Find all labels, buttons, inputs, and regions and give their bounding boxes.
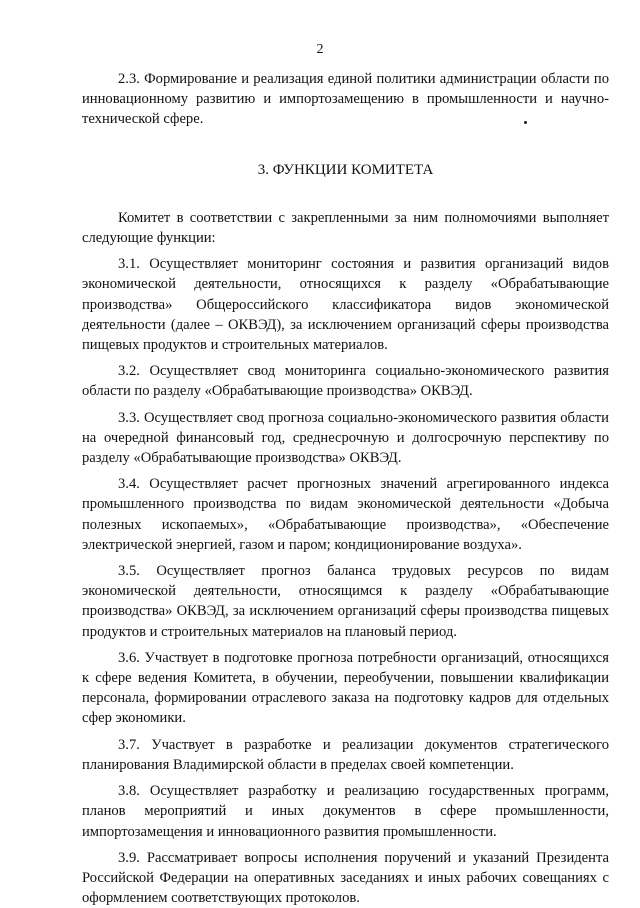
intro-paragraph: Комитет в соответствии с закрепленными за ним полномочиями выполняет следующие функции: xyxy=(82,209,609,247)
paragraph-3-2: 3.2. Осуществляет свод мониторинга социально-экономического развития области по разделу «Обрабатывающие производства» ОКВЭД. xyxy=(82,363,609,400)
paragraph-3-5: 3.5. Осуществляет прогноз баланса трудовых ресурсов по видам экономической деятельности, относящимся к разделу «Обрабатывающие производства» ОКВЭД, за исключением организаций сферы производства пищевых продуктов и строительных материалов на плановый период. xyxy=(82,563,609,640)
paragraph-3-3: 3.3. Осуществляет свод прогноза социально-экономического развития области на очередной финансовый год, среднесрочную и долгосрочную перспективу по разделу «Обрабатывающие производства» ОКВЭД. xyxy=(82,409,609,467)
paragraph-2-3: 2.3. Формирование и реализация единой политики администрации области по инновационному развитию и импортозамещению в промышленности и научно-технической сфере. xyxy=(82,71,609,128)
section-heading: 3. ФУНКЦИИ КОМИТЕТА xyxy=(257,161,434,178)
paragraph-3-8: 3.8. Осуществляет разработку и реализацию государственных программ, планов мероприятий и иных документов в сфере промышленности, импортозамещения и инновационного развития промышленности. xyxy=(82,783,609,840)
paragraph-3-9: 3.9. Рассматривает вопросы исполнения поручений и указаний Президента Российской Федерации на оперативных заседаниях и иных рабочих совещаниях с оформлением соответствующих протоколов. xyxy=(82,849,609,907)
document-body xyxy=(82,69,609,908)
page-number: 2 xyxy=(316,42,324,57)
paragraph-3-6: 3.6. Участвует в подготовке прогноза потребности организаций, относящихся к сфере ведения Комитета, в обучении, переобучении, повышении квалификации персонала, формировании отраслевого заказа на подготовку кадров для отдельных сфер экономики. xyxy=(82,649,609,727)
paragraph-3-1: 3.1. Осуществляет мониторинг состояния и развития организаций видов экономической деятельности, относящихся к разделу «Обрабатывающие производства» Общероссийского классификатора видов экономической деятельности (далее – ОКВЭД), за исключением организаций сферы производства пищевых продуктов и строительных материалов. xyxy=(82,256,609,354)
paragraph-3-7: 3.7. Участвует в разработке и реализации документов стратегического планирования Владимирской области в пределах своей компетенции. xyxy=(82,736,609,773)
paragraph-3-4: 3.4. Осуществляет расчет прогнозных значений агрегированного индекса промышленного производства по видам экономической деятельности «Добыча полезных ископаемых», «Обрабатывающие производства», «Обеспечение электрической энергией, газом и паром; кондиционирование воздуха». xyxy=(82,476,609,553)
